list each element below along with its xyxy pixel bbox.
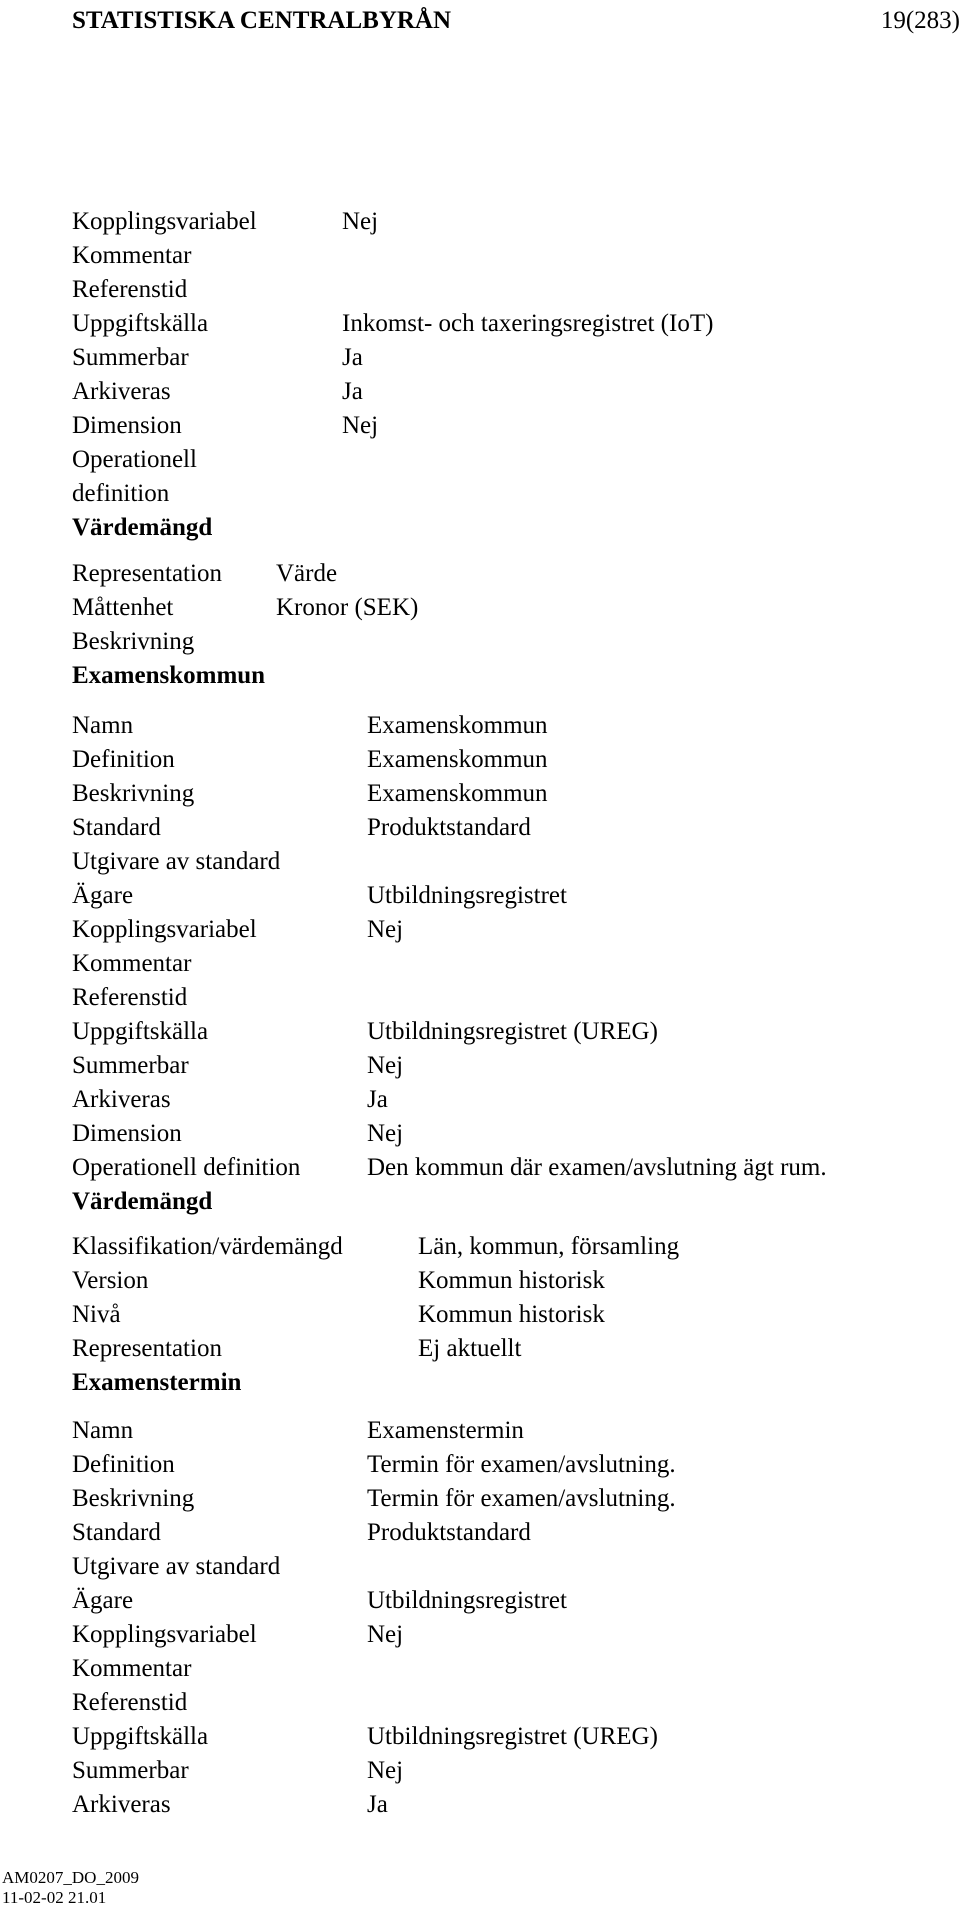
page-footer [2,1868,139,1908]
property-label: Arkiveras [72,1791,171,1818]
property-label: Kopplingsvariabel [72,1621,257,1648]
property-value: Ja [342,378,363,405]
property-value: Nej [367,1120,404,1147]
property-label: Representation [72,1335,222,1362]
property-label: Representation [72,560,222,587]
property-label: Summerbar [72,1052,189,1079]
property-value: Ej aktuellt [418,1335,522,1362]
property-value: Nej [342,412,379,439]
property-label: Ägare [72,882,134,909]
property-value: Län, kommun, församling [418,1233,680,1260]
property-value: Produktstandard [367,1519,531,1546]
section-subheading: Värdemängd [72,1188,213,1215]
property-label: Definition [72,746,175,773]
property-value: Examenskommun [367,780,548,807]
property-label: Summerbar [72,1757,189,1784]
property-value: Ja [342,344,363,371]
property-label: Operationell [72,446,197,473]
property-label: Uppgiftskälla [72,1723,209,1750]
property-label: Standard [72,814,161,841]
property-label: Version [72,1267,149,1294]
property-value: Utbildningsregistret [367,882,567,909]
property-label: Beskrivning [72,1485,195,1512]
property-label: Standard [72,1519,161,1546]
variable-heading-examenskommun: Examenskommun [72,662,266,689]
property-value: Ja [367,1791,388,1818]
property-label: Uppgiftskälla [72,1018,209,1045]
property-label: Utgivare av standard [72,848,281,875]
property-label: Kommentar [72,1655,192,1682]
property-value: Ja [367,1086,388,1113]
property-value: Utbildningsregistret (UREG) [367,1723,658,1750]
property-label: Ägare [72,1587,134,1614]
property-label: Beskrivning [72,628,195,655]
property-label: Arkiveras [72,1086,171,1113]
property-label: Operationell definition [72,1154,301,1181]
property-value: Examenskommun [367,746,548,773]
property-label: Kopplingsvariabel [72,916,257,943]
property-label: Dimension [72,1120,182,1147]
property-value: Kronor (SEK) [276,594,419,621]
property-label: Namn [72,712,134,739]
property-value: Termin för examen/avslutning. [367,1451,676,1478]
property-value: Utbildningsregistret (UREG) [367,1018,658,1045]
property-value: Utbildningsregistret [367,1587,567,1614]
property-label: Referenstid [72,276,188,303]
property-label: Utgivare av standard [72,1553,281,1580]
section-subheading: Värdemängd [72,514,213,541]
page-header [72,2,960,40]
document-timestamp: 11-02-02 21.01 [2,1888,107,1907]
property-value: Termin för examen/avslutning. [367,1485,676,1512]
property-value: Nej [367,1052,404,1079]
property-label: Definition [72,1451,175,1478]
property-value: Examenstermin [367,1417,524,1444]
page-number: 19(283) [880,7,960,34]
document-code: AM0207_DO_2009 [2,1868,139,1887]
property-value: Produktstandard [367,814,531,841]
property-label: Namn [72,1417,134,1444]
property-value: Kommun historisk [418,1267,605,1294]
property-value: Nej [342,208,379,235]
variable-heading-examenstermin: Examenstermin [72,1369,242,1396]
property-label: Nivå [72,1301,121,1328]
property-label: Referenstid [72,984,188,1011]
property-value: Den kommun där examen/avslutning ägt rum. [367,1154,827,1181]
property-label: Måttenhet [72,594,174,621]
property-label: Kommentar [72,242,192,269]
property-label: Referenstid [72,1689,188,1716]
property-value: Nej [367,916,404,943]
property-value: Nej [367,1757,404,1784]
property-value: Nej [367,1621,404,1648]
property-value: Värde [276,560,338,587]
property-value: Examenskommun [367,712,548,739]
organization-name: STATISTISKA CENTRALBYRÅN [72,7,452,34]
property-label: Dimension [72,412,182,439]
property-label: Uppgiftskälla [72,310,209,337]
property-label: Arkiveras [72,378,171,405]
property-label: Kommentar [72,950,192,977]
property-label: definition [72,480,170,507]
property-label: Beskrivning [72,780,195,807]
property-value: Inkomst- och taxeringsregistret (IoT) [342,310,714,337]
property-label: Summerbar [72,344,189,371]
property-label: Klassifikation/värdemängd [72,1233,343,1260]
property-value: Kommun historisk [418,1301,605,1328]
property-label: Kopplingsvariabel [72,208,257,235]
